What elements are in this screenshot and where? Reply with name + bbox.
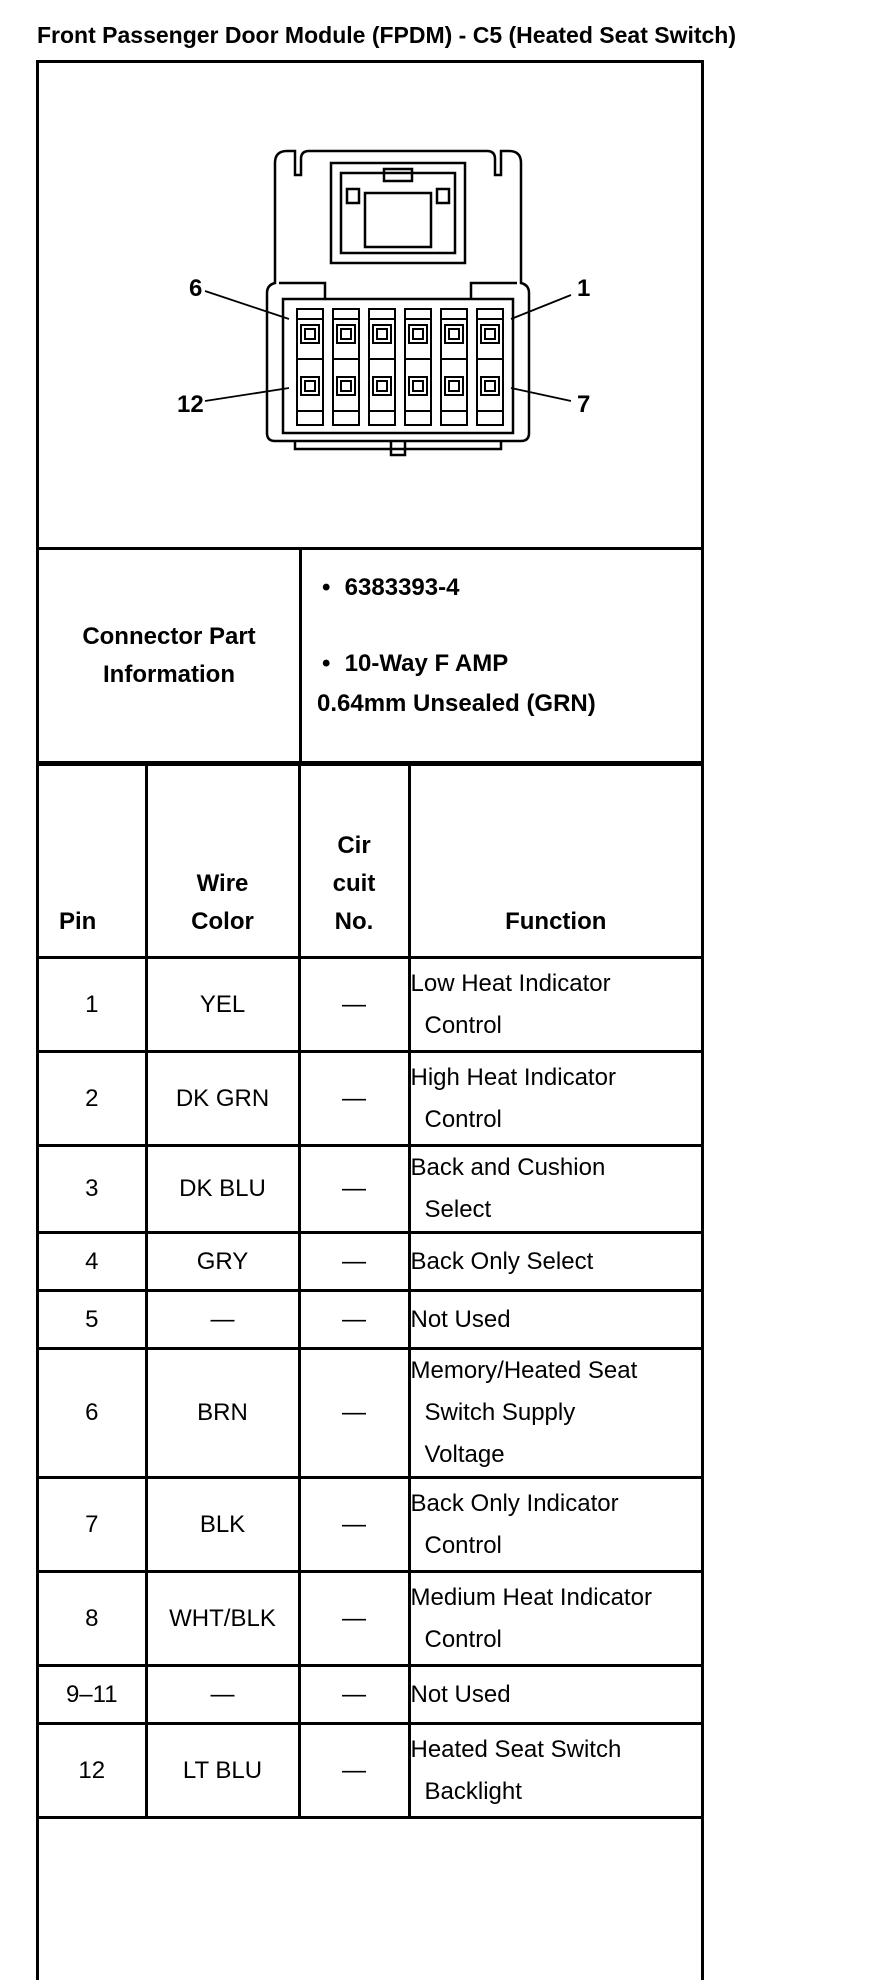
pin-cavity [481, 325, 499, 343]
connector-diagram [39, 63, 701, 550]
table-row [39, 1291, 701, 1349]
part-info-label: Connector Part Information [39, 550, 302, 761]
function-line: Memory/Heated Seat [410, 1357, 638, 1384]
pin-cell: 3 [39, 1146, 146, 1233]
wire-color-cell: YEL [146, 958, 299, 1052]
wire-color-cell: — [146, 1291, 299, 1349]
wire-color-cell: — [146, 1666, 299, 1724]
table-header-row [39, 765, 701, 958]
pin-cavity [409, 377, 427, 395]
pin-contact [413, 329, 423, 339]
header-circuit-no: Cir cuit No. [299, 765, 409, 958]
wire-color-cell: BLK [146, 1478, 299, 1572]
pin-contact [377, 381, 387, 391]
pin-label-1: 1 [577, 275, 591, 302]
function-line: Low Heat Indicator [410, 969, 611, 997]
header-wire-color: Wire Color [146, 765, 299, 958]
circuit-cell: — [299, 1146, 409, 1233]
wire-color-cell: LT BLU [146, 1724, 299, 1818]
page-title: Front Passenger Door Module (FPDM) - C5 (Heated Seat Switch) [37, 22, 737, 48]
pin-contact [485, 329, 495, 339]
function-line: Medium Heat Indicator [410, 1583, 652, 1611]
table-row [39, 1478, 701, 1572]
table-row [39, 1233, 701, 1291]
circuit-cell: — [299, 1572, 409, 1666]
wire-color-cell: DK BLU [146, 1146, 299, 1233]
table-row [39, 1146, 701, 1233]
connector-sheet [36, 60, 704, 1980]
function-cell [409, 1146, 701, 1233]
table-row [39, 1052, 701, 1146]
pin-cavity [337, 377, 355, 395]
function-cell [409, 1572, 701, 1666]
pin-cavity [337, 325, 355, 343]
pin-label-12: 12 [177, 391, 204, 418]
wire-color-cell: WHT/BLK [146, 1572, 299, 1666]
pin-cell: 12 [39, 1724, 146, 1818]
table-row [39, 1349, 701, 1478]
circuit-cell: — [299, 1052, 409, 1146]
circuit-cell: — [299, 1724, 409, 1818]
function-cell [409, 1291, 701, 1349]
pin-cavity [373, 377, 391, 395]
function-line: Backlight [424, 1777, 522, 1805]
table-row [39, 1724, 701, 1818]
circuit-cell: — [299, 958, 409, 1052]
function-line: Control [424, 1011, 502, 1039]
pin-contact [485, 381, 495, 391]
pin-cavity [373, 325, 391, 343]
function-line: Back Only Select [410, 1247, 594, 1275]
pin-contact [413, 381, 423, 391]
pin-contact [377, 329, 387, 339]
function-cell [409, 1724, 701, 1818]
pin-cavity [301, 325, 319, 343]
connector-illustration [39, 63, 701, 547]
connector-part-info [39, 550, 701, 764]
function-line: Back Only Indicator [410, 1489, 619, 1517]
pin-contact [449, 381, 459, 391]
pin-contact [341, 329, 351, 339]
function-line: High Heat Indicator [410, 1063, 616, 1091]
function-line: Control [424, 1625, 502, 1653]
function-line: Switch Supply [424, 1399, 576, 1426]
pin-cavity [301, 377, 319, 395]
table-row [39, 958, 701, 1052]
pin-cavity [445, 377, 463, 395]
pin-cell: 6 [39, 1349, 146, 1478]
function-cell [409, 1052, 701, 1146]
circuit-cell: — [299, 1233, 409, 1291]
pin-contact [341, 381, 351, 391]
circuit-cell: — [299, 1666, 409, 1724]
pin-contact [305, 381, 315, 391]
pin-cell: 9–11 [39, 1666, 146, 1724]
pin-cavity [481, 377, 499, 395]
function-line: Not Used [410, 1680, 511, 1708]
function-line: Back and Cushion [410, 1154, 606, 1181]
pin-cavity [445, 325, 463, 343]
pin-contact [449, 329, 459, 339]
part-description: • 10-Way F AMP [322, 650, 509, 677]
function-cell [409, 958, 701, 1052]
header-function: Function [409, 765, 701, 958]
function-line: Voltage [424, 1441, 505, 1468]
function-cell [409, 1233, 701, 1291]
header-pin: Pin [39, 765, 146, 958]
wire-color-cell: BRN [146, 1349, 299, 1478]
pin-cell: 4 [39, 1233, 146, 1291]
circuit-cell: — [299, 1291, 409, 1349]
pin-label-6: 6 [189, 275, 203, 302]
function-line: Select [424, 1196, 492, 1223]
wire-color-cell: DK GRN [146, 1052, 299, 1146]
table-row [39, 1572, 701, 1666]
part-number: • 6383393-4 [322, 574, 460, 601]
function-line: Not Used [410, 1305, 511, 1333]
pin-cell: 5 [39, 1291, 146, 1349]
function-cell [409, 1478, 701, 1572]
pin-cell: 1 [39, 958, 146, 1052]
table-row [39, 1666, 701, 1724]
wire-color-cell: GRY [146, 1233, 299, 1291]
circuit-cell: — [299, 1349, 409, 1478]
function-cell [409, 1666, 701, 1724]
part-info-details [302, 550, 701, 761]
circuit-cell: — [299, 1478, 409, 1572]
pin-contact [305, 329, 315, 339]
pin-cavity [409, 325, 427, 343]
pin-cell: 2 [39, 1052, 146, 1146]
pin-cell: 7 [39, 1478, 146, 1572]
pin-cell: 8 [39, 1572, 146, 1666]
function-cell [409, 1349, 701, 1478]
function-line: Control [424, 1531, 502, 1559]
function-line: Heated Seat Switch [410, 1735, 622, 1763]
pinout-table [39, 763, 701, 1819]
function-line: Control [424, 1105, 502, 1133]
part-description-2: 0.64mm Unsealed (GRN) [317, 690, 596, 717]
pin-label-7: 7 [577, 391, 591, 418]
